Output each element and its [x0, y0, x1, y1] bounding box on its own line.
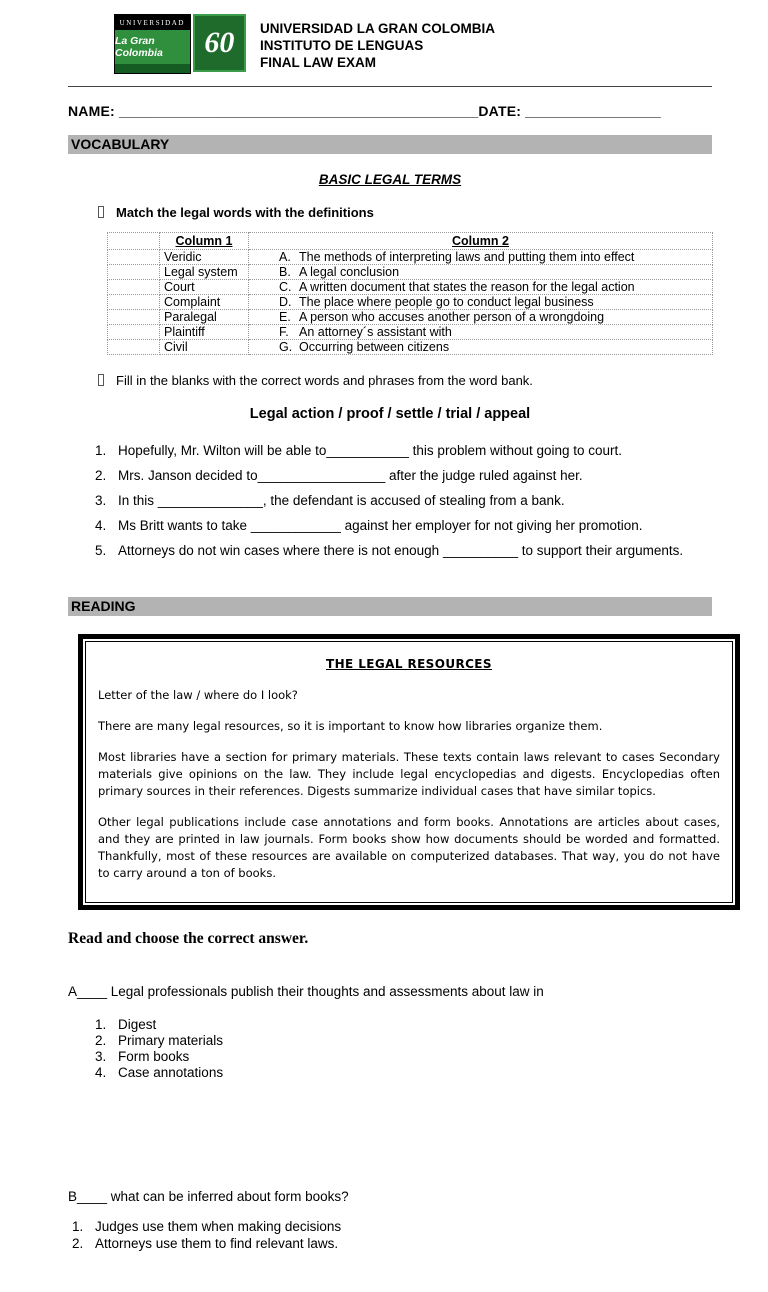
legal-word: Civil	[160, 340, 249, 355]
table-row	[108, 280, 713, 295]
match-instruction-text: Match the legal words with the definitions	[116, 205, 374, 220]
reading-passage-content	[85, 641, 733, 903]
passage-paragraph: Most libraries have a section for primary materials. These texts contain laws relevant to cases Secondary materials give opinions on the law. They include legal encyclopedias and digests. Encyclopedias often primary sources in their references. Digests summarize individual cases that have similar topics.	[98, 750, 720, 798]
fill-instruction-text: Fill in the blanks with the correct words and phrases from the word bank.	[116, 373, 533, 388]
option-item	[72, 1218, 712, 1235]
table-row	[108, 310, 713, 325]
sentence-text: Ms Britt wants to take ____________ against her employer for not giving her promotion.	[118, 518, 643, 533]
option-item	[95, 1033, 712, 1049]
logo-bottom-strip	[115, 64, 190, 73]
university-name: UNIVERSIDAD LA GRAN COLOMBIA	[260, 21, 495, 36]
vocabulary-section-header: VOCABULARY	[68, 135, 712, 154]
reading-passage-box	[78, 634, 740, 910]
matching-table	[107, 232, 713, 355]
legal-word: Court	[160, 280, 249, 295]
definition-cell	[249, 340, 713, 355]
empty-cell	[108, 310, 160, 325]
fill-instruction-line	[98, 373, 712, 388]
legal-word: Complaint	[160, 295, 249, 310]
header-title-block	[260, 14, 495, 71]
sentence-text: Mrs. Janson decided to_________________ after the judge ruled against her.	[118, 468, 583, 483]
sentence-item	[95, 492, 712, 509]
sentence-item	[95, 542, 712, 559]
question-b-options	[72, 1218, 712, 1252]
checkbox-bullet-icon	[98, 206, 104, 218]
logo-60-badge	[193, 14, 246, 72]
passage-paragraph: There are many legal resources, so it is important to know how libraries organize them.	[98, 719, 603, 733]
empty-cell	[108, 280, 160, 295]
option-number: 2.	[72, 1236, 84, 1251]
option-item	[95, 1017, 712, 1033]
option-item	[72, 1235, 712, 1252]
read-choose-instruction: Read and choose the correct answer.	[68, 930, 309, 947]
question-a-options	[95, 1017, 712, 1081]
definition-text: The place where people go to conduct legal business	[299, 295, 594, 309]
definition-letter: A.	[279, 250, 291, 264]
definition-text: A person who accuses another person of a wrongdoing	[299, 310, 605, 324]
sentence-text: Hopefully, Mr. Wilton will be able to___________ this problem without going to court.	[118, 443, 623, 458]
definition-text: An attorney´s assistant with	[299, 325, 452, 339]
empty-cell	[108, 340, 160, 355]
sentence-text: Attorneys do not win cases where there is not enough __________ to support their arguments.	[118, 543, 684, 558]
option-text: Case annotations	[118, 1065, 224, 1080]
logo-60-text: 60	[204, 26, 235, 59]
date-blank: _________________	[521, 103, 661, 119]
option-number: 1.	[72, 1219, 84, 1234]
legal-word: Paralegal	[160, 310, 249, 325]
definition-letter: F.	[279, 325, 289, 339]
logo-universidad-text: UNIVERSIDAD	[115, 15, 190, 30]
passage-paragraph: Letter of the law / where do I look?	[98, 688, 298, 702]
logo-wordmark	[114, 14, 191, 74]
definition-text: A legal conclusion	[299, 265, 400, 279]
option-item	[95, 1049, 712, 1065]
option-text: Primary materials	[118, 1033, 224, 1048]
university-logo	[114, 14, 246, 76]
empty-cell	[108, 250, 160, 265]
option-number: 4.	[95, 1065, 107, 1080]
name-label: NAME:	[68, 103, 115, 119]
table-row	[108, 340, 713, 355]
definition-text: Occurring between citizens	[299, 340, 450, 354]
basic-legal-terms-title: BASIC LEGAL TERMS	[318, 172, 462, 187]
definition-cell	[249, 265, 713, 280]
empty-cell	[108, 295, 160, 310]
sentence-item	[95, 442, 712, 459]
reading-section-header: READING	[68, 597, 712, 616]
table-row	[108, 325, 713, 340]
checkbox-bullet-icon	[98, 374, 104, 386]
empty-cell	[108, 325, 160, 340]
document-header	[114, 14, 712, 86]
definition-letter: G.	[279, 340, 293, 354]
legal-word: Veridic	[160, 250, 249, 265]
option-text: Digest	[118, 1017, 157, 1032]
definition-cell	[249, 280, 713, 295]
word-bank: Legal action / proof / settle / trial / appeal	[249, 406, 531, 422]
definition-letter: B.	[279, 265, 291, 279]
sentence-text: In this ______________, the defendant is accused of stealing from a bank.	[118, 493, 565, 508]
exam-title: FINAL LAW EXAM	[260, 55, 376, 70]
option-text: Form books	[118, 1049, 190, 1064]
header-divider	[68, 86, 712, 87]
column2-header: Column 2	[249, 233, 713, 250]
option-number: 1.	[95, 1017, 107, 1032]
passage-title: THE LEGAL RESOURCES	[326, 657, 492, 671]
option-text: Attorneys use them to find relevant laws.	[95, 1236, 339, 1251]
option-number: 3.	[95, 1049, 107, 1064]
option-item	[95, 1065, 712, 1081]
empty-header-cell	[108, 233, 160, 250]
table-row	[108, 295, 713, 310]
definition-letter: C.	[279, 280, 292, 294]
table-row	[108, 265, 713, 280]
date-label: DATE:	[478, 103, 522, 119]
name-date-line	[68, 103, 712, 119]
question-b-prompt: B____ what can be inferred about form books?	[68, 1189, 349, 1204]
sentence-number: 2.	[95, 468, 107, 483]
legal-word: Plaintiff	[160, 325, 249, 340]
table-header-row	[108, 233, 713, 250]
match-instruction-line	[98, 205, 712, 220]
definition-cell	[249, 250, 713, 265]
option-number: 2.	[95, 1033, 107, 1048]
column1-header: Column 1	[160, 233, 249, 250]
definition-cell	[249, 325, 713, 340]
passage-paragraph: Other legal publications include case annotations and form books. Annotations are articles about cases, and they are printed in law journals. Form books show how documents should be worded and formatted. Thankfully, most of these resources are available on computerized databases. That way, you do not have to carry around a ton of books.	[98, 815, 720, 880]
definition-cell	[249, 295, 713, 310]
definition-letter: D.	[279, 295, 292, 309]
empty-cell	[108, 265, 160, 280]
definition-cell	[249, 310, 713, 325]
table-row	[108, 250, 713, 265]
sentence-item	[95, 467, 712, 484]
name-blank: _____________________________________________	[114, 103, 479, 119]
sentence-number: 5.	[95, 543, 107, 558]
definition-text: A written document that states the reason for the legal action	[299, 280, 635, 294]
logo-la-gran-colombia-text: La Gran Colombia	[115, 30, 190, 64]
sentence-number: 1.	[95, 443, 107, 458]
question-a-prompt: A____ Legal professionals publish their thoughts and assessments about law in	[68, 984, 544, 999]
sentence-number: 3.	[95, 493, 107, 508]
option-text: Judges use them when making decisions	[95, 1219, 342, 1234]
sentence-item	[95, 517, 712, 534]
fill-in-sentences	[95, 442, 712, 559]
definition-letter: E.	[279, 310, 291, 324]
institute-name: INSTITUTO DE LENGUAS	[260, 38, 424, 53]
sentence-number: 4.	[95, 518, 107, 533]
legal-word: Legal system	[160, 265, 249, 280]
definition-text: The methods of interpreting laws and putting them into effect	[299, 250, 635, 264]
